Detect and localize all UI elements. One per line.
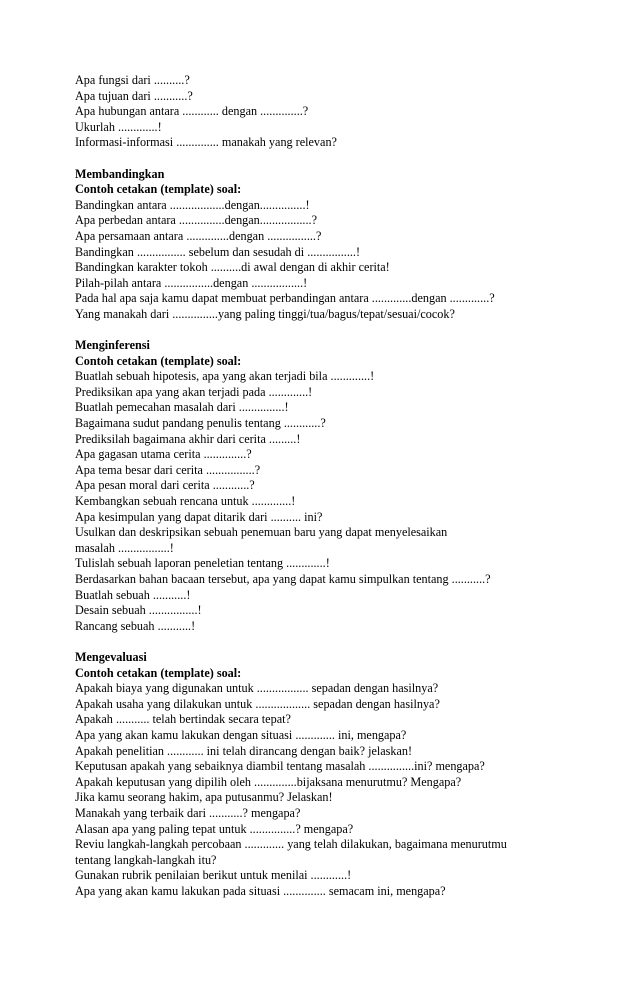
template-line: Prediksikan apa yang akan terjadi pada .............! xyxy=(75,384,313,399)
template-line: Apa yang akan kamu lakukan dengan situasi ............. ini, mengapa? xyxy=(75,727,407,742)
template-line: tentang langkah-langkah itu? xyxy=(75,852,217,867)
template-line: Apa kesimpulan yang dapat ditarik dari .......... ini? xyxy=(75,509,323,524)
section-heading: Mengevaluasi xyxy=(75,649,147,664)
template-line: Keputusan apakah yang sebaiknya diambil tentang masalah ...............ini? mengapa? xyxy=(75,759,485,774)
template-line: Apakah ........... telah bertindak secara tepat? xyxy=(75,712,291,727)
text-line: Apa fungsi dari ..........? xyxy=(75,73,190,87)
template-line: Buatlah pemecahan masalah dari ...............! xyxy=(75,400,289,415)
paragraph-spacer xyxy=(75,634,555,650)
template-line: Apa perbedan antara ...............dengan.................? xyxy=(75,213,317,228)
section-heading: Menginferensi xyxy=(75,338,150,353)
intro-section xyxy=(75,73,555,151)
mengevaluasi-section xyxy=(75,650,555,900)
section-heading: Membandingkan xyxy=(75,166,165,181)
template-line: Apakah usaha yang dilakukan untuk .................. sepadan dengan hasilnya? xyxy=(75,696,440,711)
paragraph-spacer xyxy=(75,151,555,167)
template-line: Apa pesan moral dari cerita ............? xyxy=(75,478,255,493)
template-line: Apa tema besar dari cerita ................? xyxy=(75,462,261,477)
template-line: Apa persamaan antara ..............dengan ................? xyxy=(75,228,322,243)
template-line: masalah .................! xyxy=(75,540,174,555)
template-line: Bandingkan ................ sebelum dan sesudah di ................! xyxy=(75,244,361,259)
template-line: Berdasarkan bahan bacaan tersebut, apa yang dapat kamu simpulkan tentang ...........? xyxy=(75,572,491,586)
template-line: Bagaimana sudut pandang penulis tentang ............? xyxy=(75,416,326,431)
template-line: Apakah penelitian ............ ini telah dirancang dengan baik? jelaskan! xyxy=(75,743,413,758)
template-line: Yang manakah dari ...............yang paling tinggi/tua/bagus/tepat/sesuai/cocok? xyxy=(75,306,455,321)
template-line: Apa yang akan kamu lakukan pada situasi .............. semacam ini, mengapa? xyxy=(75,883,446,898)
text-line: Apa tujuan dari ...........? xyxy=(75,88,193,103)
template-line: Kembangkan sebuah rencana untuk .............! xyxy=(75,494,296,509)
text-line: Ukurlah .............! xyxy=(75,119,162,134)
text-line: Informasi-informasi .............. manakah yang relevan? xyxy=(75,135,337,150)
menginferensi-section xyxy=(75,338,555,634)
template-line: Apa gagasan utama cerita ..............? xyxy=(75,447,252,462)
template-line: Pilah-pilah antara ................dengan .................! xyxy=(75,275,308,290)
template-line: Alasan apa yang paling tepat untuk ...............? mengapa? xyxy=(75,821,354,836)
template-line: Tulislah sebuah laporan peneletian tentang .............! xyxy=(75,556,330,571)
template-line: Prediksilah bagaimana akhir dari cerita .........! xyxy=(75,431,301,446)
template-line: Rancang sebuah ...........! xyxy=(75,618,196,633)
membandingkan-section xyxy=(75,167,555,323)
template-line: Gunakan rubrik penilaian berikut untuk menilai ............! xyxy=(75,868,352,883)
section-subheading: Contoh cetakan (template) soal: xyxy=(75,353,242,368)
template-line: Manakah yang terbaik dari ...........? mengapa? xyxy=(75,805,301,820)
template-line: Buatlah sebuah hipotesis, apa yang akan terjadi bila .............! xyxy=(75,369,375,384)
template-line: Pada hal apa saja kamu dapat membuat perbandingan antara .............dengan .............? xyxy=(75,291,495,306)
template-line: Buatlah sebuah ...........! xyxy=(75,587,191,602)
template-line: Bandingkan antara ..................dengan...............! xyxy=(75,197,310,212)
template-line: Desain sebuah ................! xyxy=(75,603,202,618)
document-page xyxy=(75,73,555,899)
template-line: Usulkan dan deskripsikan sebuah penemuan baru yang dapat menyelesaikan xyxy=(75,525,448,540)
section-subheading: Contoh cetakan (template) soal: xyxy=(75,182,242,197)
paragraph-spacer xyxy=(75,323,555,339)
text-line: Apa hubungan antara ............ dengan ..............? xyxy=(75,104,309,119)
section-subheading: Contoh cetakan (template) soal: xyxy=(75,665,242,680)
template-line: Apakah keputusan yang dipilih oleh ..............bijaksana menurutmu? Mengapa? xyxy=(75,774,462,789)
template-line: Reviu langkah-langkah percobaan ............. yang telah dilakukan, bagaimana menurutmu xyxy=(75,837,507,852)
template-line: Jika kamu seorang hakim, apa putusanmu? Jelaskan! xyxy=(75,790,333,805)
template-line: Bandingkan karakter tokoh ..........di awal dengan di akhir cerita! xyxy=(75,260,390,275)
template-line: Apakah biaya yang digunakan untuk ................. sepadan dengan hasilnya? xyxy=(75,681,439,696)
